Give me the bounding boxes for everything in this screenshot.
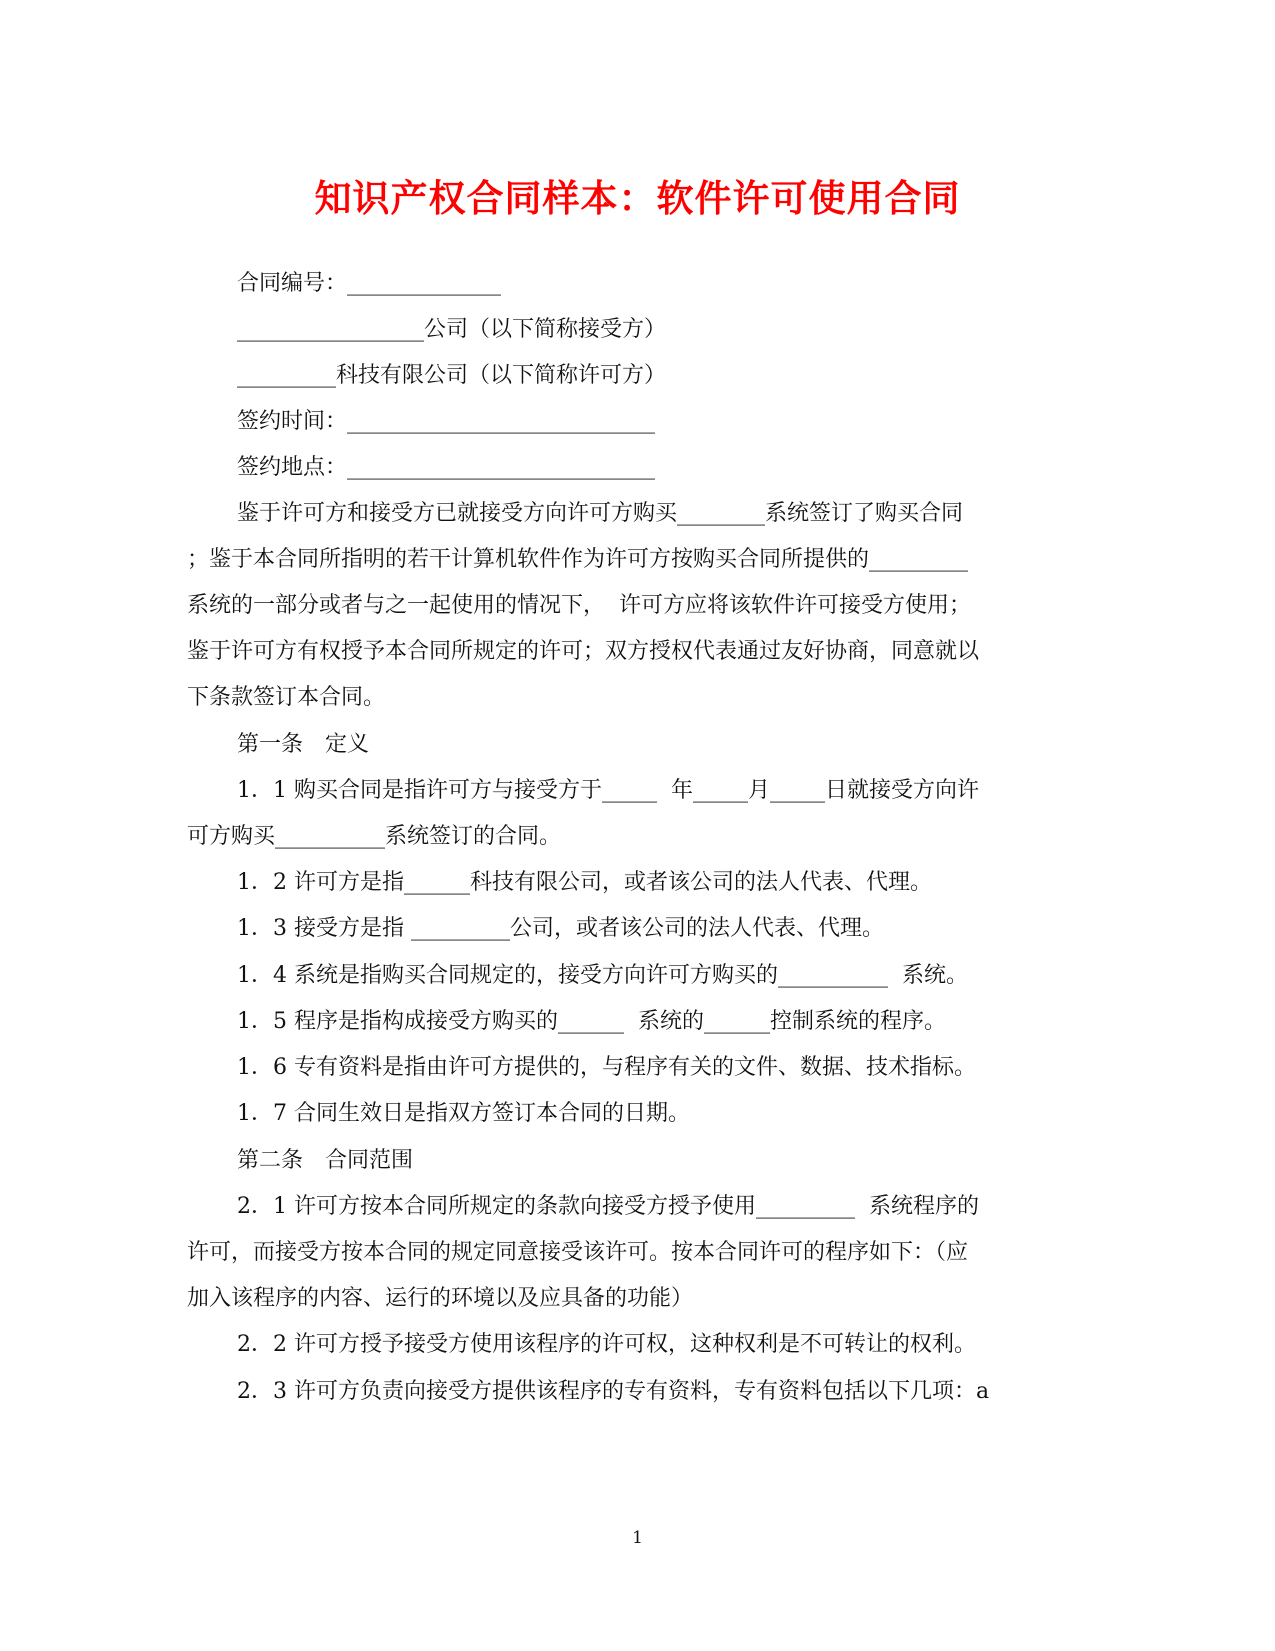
clause-2-1-cont: 许可，而接受方按本合同的规定同意接受该许可。按本合同许可的程序如下：（应 xyxy=(187,1240,969,1265)
preamble-line: 系统的一部分或者与之一起使用的情况下， 许可方应将该软件许可接受方使用； xyxy=(187,593,971,618)
receiver-company-line: _________________公司（以下简称接受方） xyxy=(237,317,667,342)
clause-1-7: 1．7 合同生效日是指双方签订本合同的日期。 xyxy=(237,1101,690,1126)
document-title: 知识产权合同样本：软件许可使用合同 xyxy=(314,176,961,220)
licensor-company-line: _________科技有限公司（以下简称许可方） xyxy=(237,363,667,388)
article-2-heading: 第二条 合同范围 xyxy=(237,1148,414,1173)
clause-1-4: 1．4 系统是指购买合同规定的，接受方向许可方购买的__________ 系统。 xyxy=(237,963,968,988)
preamble-line: 下条款签订本合同。 xyxy=(187,685,386,710)
preamble-line: 鉴于许可方和接受方已就接受方向许可方购买________系统签订了购买合同 xyxy=(237,501,964,526)
signing-time-line: 签约时间：____________________________ xyxy=(237,409,656,434)
article-1-heading: 第一条 定义 xyxy=(237,732,370,757)
clause-1-2: 1．2 许可方是指______科技有限公司，或者该公司的法人代表、代理。 xyxy=(237,870,932,895)
preamble-line: ；鉴于本合同所指明的若干计算机软件作为许可方按购买合同所提供的_________ xyxy=(187,547,969,572)
clause-2-1-cont: 加入该程序的内容、运行的环境以及应具备的功能） xyxy=(187,1286,694,1311)
contract-number-line: 合同编号：______________ xyxy=(237,271,502,296)
clause-1-6: 1．6 专有资料是指由许可方提供的，与程序有关的文件、数据、技术指标。 xyxy=(237,1055,976,1080)
page-number: 1 xyxy=(632,1528,643,1548)
preamble-line: 鉴于许可方有权授予本合同所规定的许可；双方授权代表通过友好协商，同意就以 xyxy=(187,639,980,664)
clause-1-1-cont: 可方购买__________系统签订的合同。 xyxy=(187,824,562,849)
clause-1-1: 1．1 购买合同是指许可方与接受方于_____ 年_____月_____日就接受方向许 xyxy=(237,778,979,803)
clause-2-2: 2．2 许可方授予接受方使用该程序的许可权，这种权利是不可转让的权利。 xyxy=(237,1332,976,1357)
clause-1-3: 1．3 接受方是指 _________公司，或者该公司的法人代表、代理。 xyxy=(237,916,884,941)
clause-2-1: 2．1 许可方按本合同所规定的条款向接受方授予使用_________ 系统程序的 xyxy=(237,1194,979,1219)
signing-place-line: 签约地点：____________________________ xyxy=(237,455,656,480)
clause-2-3: 2．3 许可方负责向接受方提供该程序的专有资料，专有资料包括以下几项：a xyxy=(237,1379,990,1404)
clause-1-5: 1．5 程序是指构成接受方购买的______ 系统的______控制系统的程序。 xyxy=(237,1009,946,1034)
